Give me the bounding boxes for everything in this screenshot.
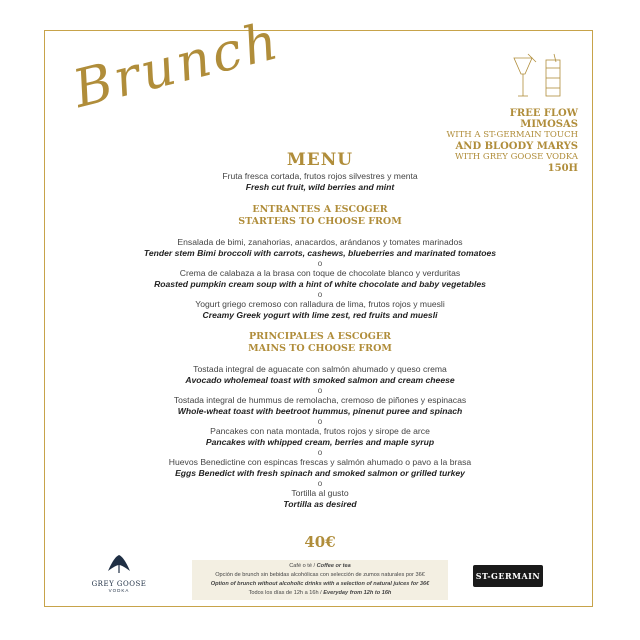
menu-heading: MENU [286,150,354,170]
promo-line: 150H [547,163,578,174]
days-line [192,589,448,598]
option-en: Option of brunch without alcoholic drinks with a selection of natural juices for 36€ [210,581,430,587]
starter-item-es: Crema de calabaza a la brasa con toque de chocolate blanco y verduritas [179,268,461,278]
main-item-en: Avocado wholemeal toast with smoked salmon and cream cheese [185,375,455,385]
intro-es: Fruta fresca cortada, frutos rojos silvestres y menta [222,171,418,181]
promo-line: MIMOSAS [520,119,578,130]
mains-heading-en: MAINS TO CHOOSE FROM [248,343,392,354]
days-en: Everyday from 12h to 16h [323,590,392,596]
main-item-es: Tortilla al gusto [291,488,349,498]
main-item-en: Tortilla as desired [283,499,357,509]
days-es: Todos los días de 12h a 16h / [248,590,324,596]
starter-item-en: Creamy Greek yogurt with lime zest, red fruits and muesli [202,310,438,320]
separator: o [317,386,323,395]
main-item-en: Eggs Benedict with fresh spinach and smoked salmon or grilled turkey [175,468,465,478]
promo-line: WITH A ST-GERMAIN TOUCH [446,130,578,140]
main-item-es: Pancakes con nata montada, frutos rojos y sirope de arce [210,426,430,436]
brunch-script-title: Brunch [67,10,287,121]
mains-heading-es: PRINCIPALES A ESCOGER [249,331,391,342]
coffee-line [192,562,448,571]
starter-item-es: Yogurt griego cremoso con ralladura de lima, frutos rojos y muesli [195,299,445,309]
info-box [192,560,448,600]
price: 40€ [304,533,336,551]
promo-line: FREE FLOW [509,108,578,119]
separator: o [317,290,323,299]
main-item-es: Tostada integral de hummus de remolacha, cremoso de piñones y espinacas [173,395,467,405]
starters-heading-en: STARTERS TO CHOOSE FROM [238,216,402,227]
grey-goose-sub: VODKA [108,588,130,593]
separator: o [317,479,323,488]
separator: o [317,448,323,457]
cocktail-glasses-icon [510,52,570,102]
intro-en: Fresh cut fruit, wild berries and mint [245,182,395,192]
separator: o [317,259,323,268]
promo-line: AND BLOODY MARYS [455,141,578,152]
menu-body [110,171,530,510]
main-item-es: Tostada integral de aguacate con salmón ahumado y queso crema [193,364,447,374]
main-item-en: Whole-wheat toast with beetroot hummus, pinenut puree and spinach [177,406,463,416]
starter-item-es: Ensalada de bimi, zanahorias, anacardos, arándanos y tomates marinados [177,237,463,247]
grey-goose-name: GREY GOOSE [91,580,147,588]
starters-heading-es: ENTRANTES A ESCOGER [252,204,388,215]
grey-goose-logo [84,553,154,593]
goose-icon [104,553,134,575]
main-item-es: Huevos Benedictine con espincas frescas y salmón ahumado o pavo a la brasa [168,457,472,467]
main-item-en: Pancakes with whipped cream, berries and maple syrup [205,437,435,447]
promo-line: WITH GREY GOOSE VODKA [455,152,578,162]
coffee-en: Coffee or tea [316,563,351,569]
coffee-es: Café o té / [289,563,317,569]
option-es: Opción de brunch sin bebidas alcohólicas con selección de zumos naturales por 36€ [215,572,425,578]
separator: o [317,417,323,426]
starter-item-en: Tender stem Bimi broccoli with carrots, cashews, blueberries and marinated tomatoes [143,248,497,258]
starter-item-en: Roasted pumpkin cream soup with a hint of white chocolate and baby vegetables [154,279,486,289]
st-germain-logo: ST-GERMAIN [473,565,543,587]
